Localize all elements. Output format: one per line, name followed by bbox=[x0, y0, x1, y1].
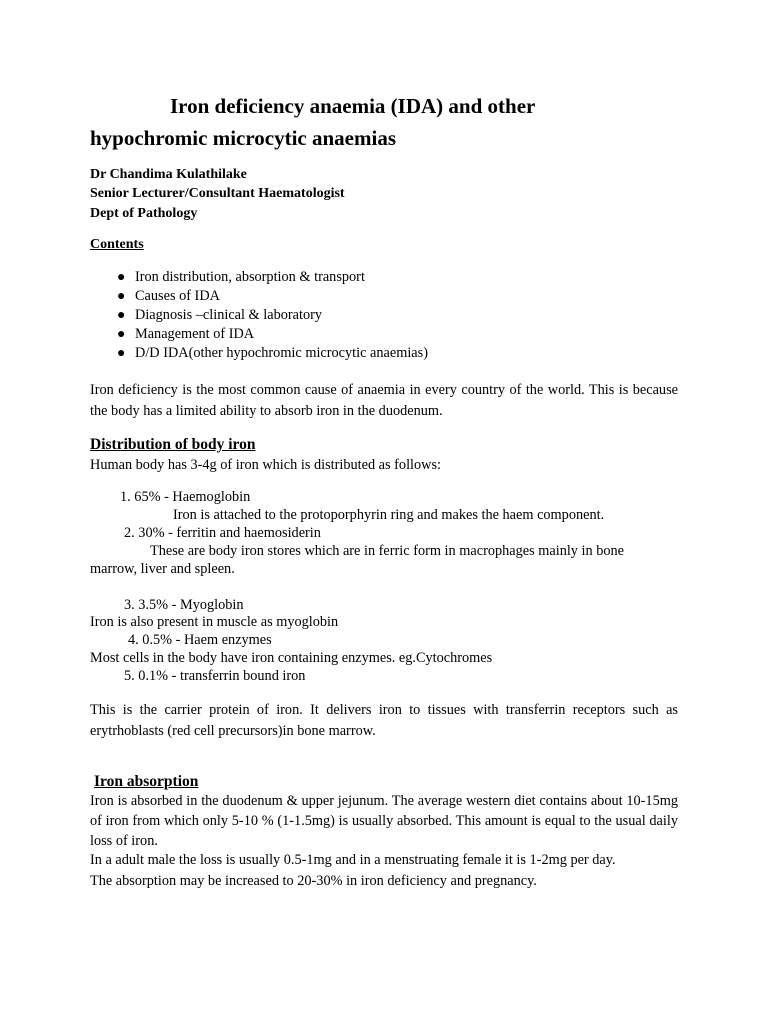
bullet-icon: ● bbox=[117, 270, 126, 285]
document-title-line2: hypochromic microcytic anaemias bbox=[90, 126, 397, 150]
absorption-paragraph-3: The absorption may be increased to 20-30% in iron deficiency and pregnancy. bbox=[90, 873, 537, 889]
distribution-item-1: 1. 65% - Haemoglobin bbox=[120, 489, 251, 505]
list-item: ● Diagnosis –clinical & laboratory bbox=[117, 307, 323, 323]
absorption-paragraph-1: Iron is absorbed in the duodenum & upper jejunum. The average western diet contains about 10-15mg of iron from which only 5-10 % (1-1.5mg) is usually absorbed. This amount is equal to the usual daily loss of iron. bbox=[90, 793, 678, 849]
bullet-icon: ● bbox=[117, 289, 126, 304]
distribution-item-3: 3. 3.5% - Myoglobin bbox=[124, 597, 244, 613]
distribution-item-1-note: Iron is attached to the protoporphyrin ring and makes the haem component. bbox=[173, 507, 605, 523]
distribution-item-4: 4. 0.5% - Haem enzymes bbox=[128, 632, 272, 648]
bullet-icon: ● bbox=[117, 327, 126, 342]
bullet-icon: ● bbox=[117, 308, 126, 323]
intro-paragraph: Iron deficiency is the most common cause of anaemia in every country of the world. This is because the body has a limited ability to absorb iron in the duodenum. bbox=[90, 382, 678, 419]
author-department: Dept of Pathology bbox=[90, 206, 198, 221]
distribution-item-2: 2. 30% - ferritin and haemosiderin bbox=[124, 525, 321, 541]
distribution-heading: Distribution of body iron bbox=[90, 436, 256, 453]
distribution-item-4-note: Most cells in the body have iron containing enzymes. eg.Cytochromes bbox=[90, 650, 493, 666]
contents-heading: Contents bbox=[90, 237, 144, 252]
contents-list bbox=[90, 268, 690, 363]
distribution-item-2-note-line2: marrow, liver and spleen. bbox=[90, 561, 235, 577]
list-item: ● D/D IDA(other hypochromic microcytic anaemias) bbox=[117, 345, 428, 361]
distribution-item-3-note: Iron is also present in muscle as myoglobin bbox=[90, 614, 339, 630]
distribution-item-2-note-line1: These are body iron stores which are in ferric form in macrophages mainly in bone bbox=[150, 543, 625, 559]
list-item: ● Management of IDA bbox=[117, 326, 255, 342]
bullet-icon: ● bbox=[117, 346, 126, 361]
absorption-heading: Iron absorption bbox=[94, 773, 199, 790]
absorption-paragraph-2: In a adult male the loss is usually 0.5-1mg and in a menstruating female it is 1-2mg per day. bbox=[90, 852, 616, 868]
list-item: ● Causes of IDA bbox=[117, 288, 220, 304]
author-name: Dr Chandima Kulathilake bbox=[90, 167, 247, 182]
distribution-item-5: 5. 0.1% - transferrin bound iron bbox=[124, 668, 306, 684]
distribution-item-5-note: This is the carrier protein of iron. It delivers iron to tissues with transferrin receptors such as erytrhoblasts (red cell precursors)in bone marrow. bbox=[90, 702, 678, 739]
distribution-lead: Human body has 3-4g of iron which is distributed as follows: bbox=[90, 457, 442, 473]
list-item: ● Iron distribution, absorption & transport bbox=[117, 269, 365, 285]
document-title-line1: Iron deficiency anaemia (IDA) and other bbox=[170, 94, 536, 118]
author-position: Senior Lecturer/Consultant Haematologist bbox=[90, 186, 345, 201]
